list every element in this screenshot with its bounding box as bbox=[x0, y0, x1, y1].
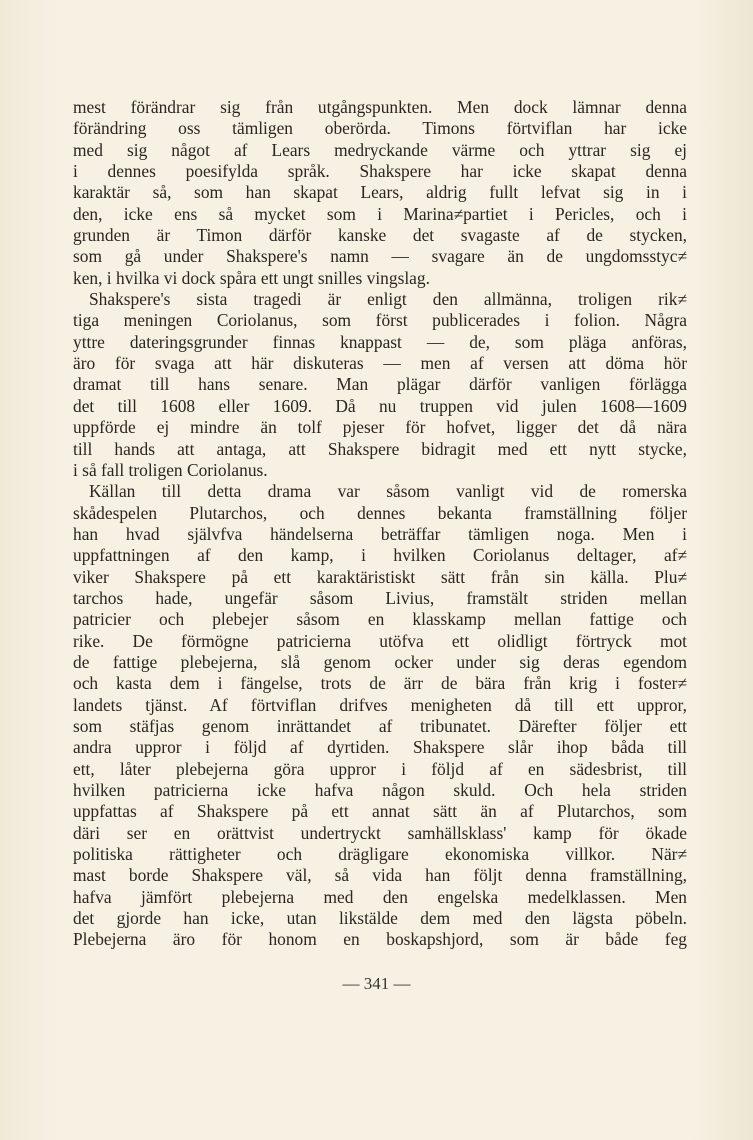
text-line: karaktär så, som han skapat Lears, aldrig fullt lefvat sig in i bbox=[73, 182, 687, 203]
body-text bbox=[73, 97, 687, 951]
text-line: uppförde ej mindre än tolf pjeser för hofvet, ligger det då nära bbox=[73, 417, 687, 438]
text-line: rike. De förmögne patricierna utöfva ett olidligt förtryck mot bbox=[73, 630, 687, 651]
text-line: det till 1608 eller 1609. Då nu truppen vid julen 1608—1609 bbox=[73, 395, 687, 416]
text-line: patricier och plebejer såsom en klasskamp mellan fattige och bbox=[73, 609, 687, 630]
text-line: hvilken patricierna icke hafva någon skuld. Och hela striden bbox=[73, 780, 687, 800]
text-line: hafva jämfört plebejerna med den engelska medelklassen. Men bbox=[73, 886, 687, 907]
text-line: till hands att antaga, att Shakspere bidragit med ett nytt stycke, bbox=[73, 438, 687, 459]
text-line: landets tjänst. Af förtviflan drifves menigheten då till ett uppror, bbox=[73, 694, 687, 715]
text-line: med sig något af Lears medryckande värme och yttrar sig ej bbox=[73, 139, 687, 160]
text-line: de fattige plebejerna, slå genom ocker under sig deras egendom bbox=[73, 651, 687, 672]
text-line: som stäfjas genom inrättandet af tribunatet. Därefter följer ett bbox=[73, 715, 687, 736]
text-line: tiga meningen Coriolanus, som först publicerades i folion. Några bbox=[73, 310, 687, 331]
paragraph bbox=[73, 97, 687, 289]
text-line: den, icke ens så mycket som i Marina≠partiet i Pericles, och i bbox=[73, 203, 687, 224]
text-line: tarchos hade, ungefär såsom Livius, framstält striden mellan bbox=[73, 587, 687, 608]
text-line: som gå under Shakspere's namn — svagare än de ungdomsstyc≠ bbox=[73, 246, 687, 267]
text-line: politiska rättigheter och drägligare ekonomiska villkor. När≠ bbox=[73, 844, 687, 865]
text-line: viker Shakspere på ett karaktäristiskt sätt från sin källa. Plu≠ bbox=[73, 566, 687, 587]
text-line: dramat till hans senare. Man plägar därför vanligen förlägga bbox=[73, 374, 687, 395]
text-line: grunden är Timon därför kanske det svagaste af de stycken, bbox=[73, 225, 687, 246]
text-line: uppfattningen af den kamp, i hvilken Coriolanus deltager, af≠ bbox=[73, 545, 687, 566]
text-line: det gjorde han icke, utan likstälde dem med den lägsta pöbeln. bbox=[73, 908, 687, 929]
text-line: mest förändrar sig från utgångspunkten. Men dock lämnar denna bbox=[73, 97, 687, 117]
text-line: yttre dateringsgrunder finnas knappast — de, som pläga anföras, bbox=[73, 331, 687, 352]
paragraph bbox=[73, 289, 687, 481]
text-line: och kasta dem i fängelse, trots de ärr de bära från krig i foster≠ bbox=[73, 673, 687, 694]
text-line: i så fall troligen Coriolanus. bbox=[73, 459, 268, 480]
text-line: äro för svaga att här diskuteras — men af versen att döma hör bbox=[73, 353, 687, 374]
text-line: mast borde Shakspere väl, så vida han följt denna framställning, bbox=[73, 865, 687, 886]
text-line: Plebejerna äro för honom en boskapshjord, som är både feg bbox=[73, 929, 687, 950]
text-line: uppfattas af Shakspere på ett annat sätt än af Plutarchos, som bbox=[73, 801, 687, 822]
page-number: — 341 — bbox=[342, 974, 411, 993]
paragraph bbox=[73, 481, 687, 951]
text-line: däri ser en orättvist undertryckt samhällsklass' kamp för ökade bbox=[73, 822, 687, 843]
text-line: ken, i hvilka vi dock spåra ett ungt snilles vingslag. bbox=[73, 267, 430, 288]
text-line: andra uppror i följd af dyrtiden. Shakspere slår ihop båda till bbox=[73, 737, 687, 758]
text-line: ett, låter plebejerna göra uppror i följd af en sädesbrist, till bbox=[73, 758, 687, 779]
text-line: han hvad självfva händelserna beträffar tämligen noga. Men i bbox=[73, 523, 687, 544]
text-line: skådespelen Plutarchos, och dennes bekanta framställning följer bbox=[73, 502, 687, 523]
text-line: förändring oss tämligen oberörda. Timons förtviflan har icke bbox=[73, 118, 687, 139]
text-line: i dennes poesifylda språk. Shakspere har icke skapat denna bbox=[73, 161, 687, 182]
text-line: Shakspere's sista tragedi är enligt den allmänna, troligen rik≠ bbox=[89, 289, 687, 310]
text-line: Källan till detta drama var såsom vanligt vid de romerska bbox=[89, 481, 687, 502]
